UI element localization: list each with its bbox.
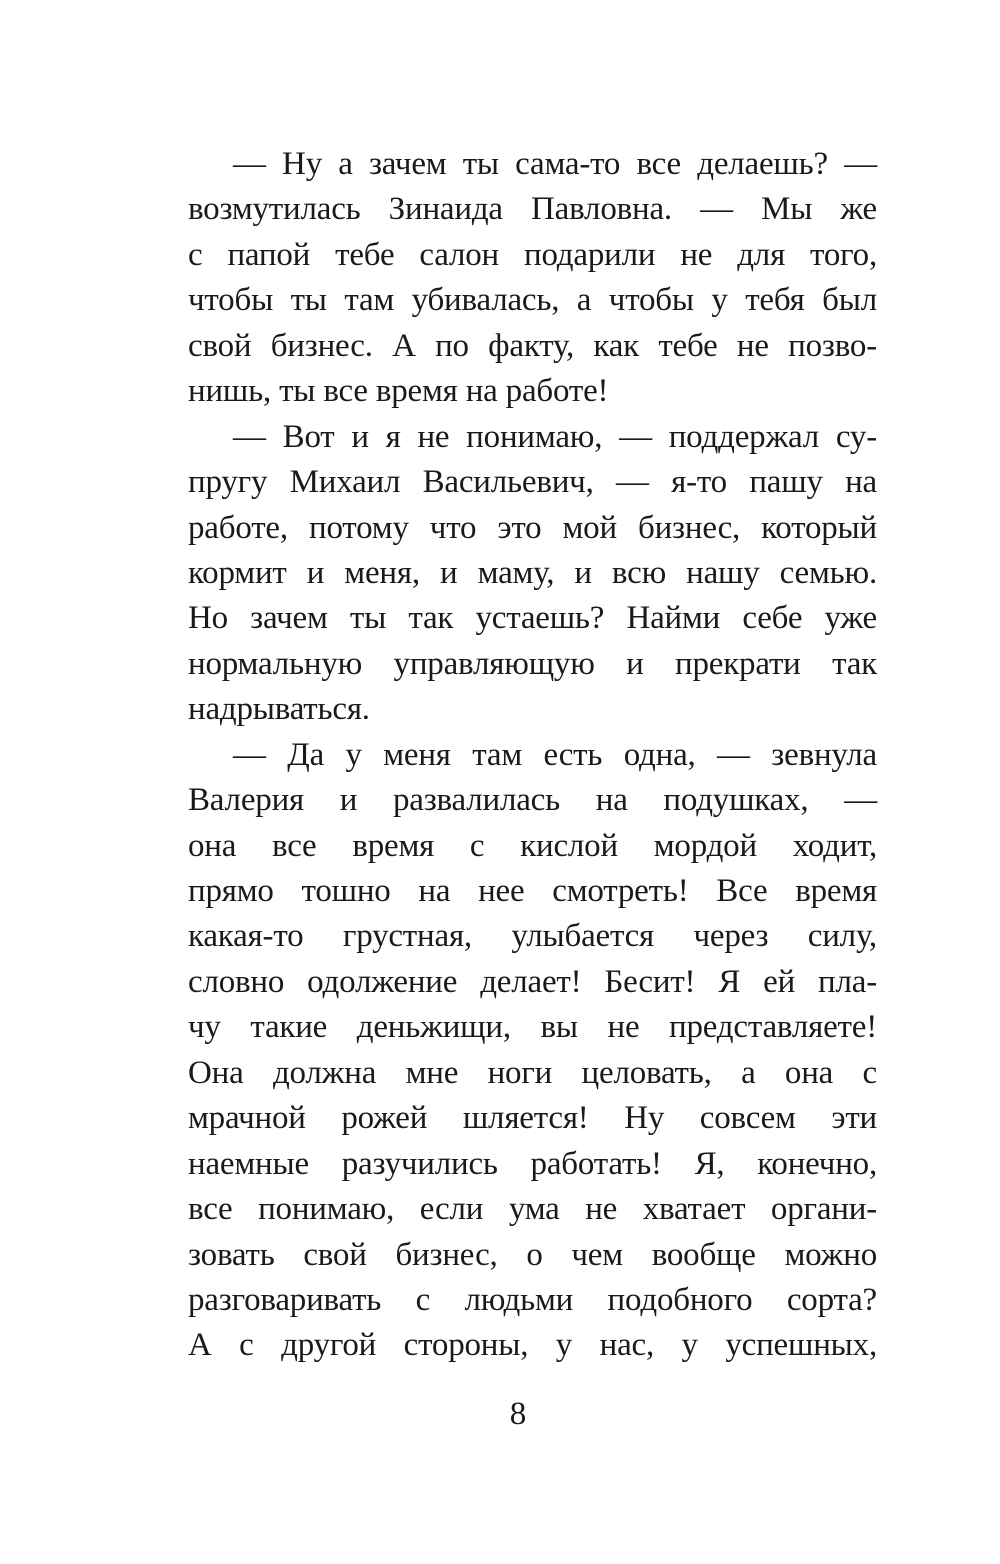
text-line: Валерия и развалилась на подушках, — [188, 782, 877, 819]
text-line: разговаривать с людьми подобного сорта? [188, 1281, 877, 1318]
text-line: прямо тошно на нее смотреть! Все время [188, 873, 877, 909]
page-number: 8 [509, 1396, 527, 1432]
paragraph-2 [188, 415, 877, 733]
text-line: с папой тебе салон подарили не для того, [188, 236, 877, 273]
text-line: зовать свой бизнес, о чем вообще можно [188, 1236, 877, 1273]
text-line: она все время с кислой мордой ходит, [188, 827, 877, 864]
text-line: мрачной рожей шляется! Ну совсем эти [188, 1100, 877, 1137]
text-line: — Вот и я не понимаю, — поддержал су- [233, 418, 877, 455]
text-line: пругу Михаил Васильевич, — я-то пашу на [188, 464, 877, 501]
text-line: А с другой стороны, у нас, у успешных, [188, 1327, 877, 1364]
text-line: какая-то грустная, улыбается через силу, [188, 918, 877, 955]
text-line: свой бизнес. А по факту, как тебе не позво- [188, 327, 877, 364]
text-line: все понимаю, если ума не хватает органи- [188, 1191, 877, 1228]
paragraph-1 [188, 142, 877, 415]
text-line: Но зачем ты так устаешь? Найми себе уже [188, 600, 877, 637]
body-text [188, 142, 877, 1369]
text-line: кормит и меня, и маму, и всю нашу семью. [188, 554, 877, 591]
text-line: работе, потому что это мой бизнес, который [188, 509, 877, 546]
text-line: возмутилась Зинаида Павловна. — Мы же [188, 191, 877, 228]
text-line: словно одолжение делает! Бесит! Я ей пла- [188, 963, 877, 1000]
text-line: Она должна мне ноги целовать, а она с [188, 1054, 877, 1091]
text-line: нишь, ты все время на работе! [188, 373, 609, 410]
text-line: чтобы ты там убивалась, а чтобы у тебя был [188, 282, 877, 319]
text-line: наемные разучились работать! Я, конечно, [188, 1145, 877, 1182]
text-line: надрываться. [188, 691, 370, 728]
text-line: — Ну а зачем ты сама-то все делаешь? — [233, 146, 877, 182]
text-line: нормальную управляющую и прекрати так [188, 645, 877, 682]
text-line: — Да у меня там есть одна, — зевнула [233, 736, 877, 773]
text-line: чу такие деньжищи, вы не представляете! [188, 1009, 877, 1046]
paragraph-3 [188, 733, 877, 1369]
